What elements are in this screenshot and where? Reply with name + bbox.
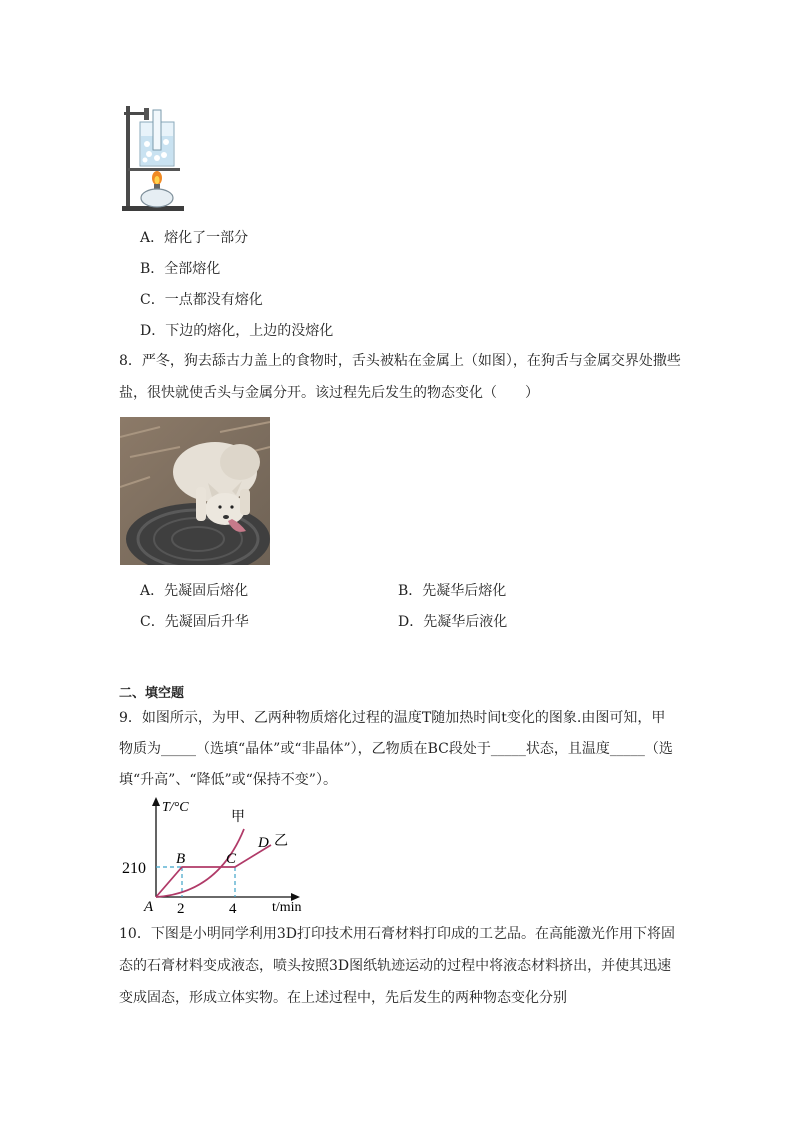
temperature-time-graph: [118, 795, 318, 920]
point-d-label: D: [258, 835, 269, 851]
y-axis-label: T/°C: [162, 800, 189, 815]
section-title: 二、填空题: [119, 686, 185, 701]
y-tick-210: 210: [122, 860, 146, 877]
dog-photo: [120, 417, 270, 565]
q9-line3: 填“升高”、“降低”或“保持不变”）。: [119, 772, 337, 788]
q8-option-d: D．先凝华后液化: [398, 614, 508, 630]
q7-option-a: A．熔化了一部分: [140, 230, 249, 246]
q8-option-a: A．先凝固后熔化: [140, 583, 249, 599]
x-axis-label: t/min: [272, 900, 302, 915]
q10-line1: 10．下图是小明同学利用3D打印技术用石膏材料打印成的工艺品。在高能激光作用下将固: [119, 926, 675, 942]
q7-option-c: C．一点都没有熔化: [140, 292, 263, 308]
curve-jia-label: 甲: [231, 810, 245, 825]
q7-option-d: D．下边的熔化，上边的没熔化: [140, 323, 334, 339]
q8-option-c: C．先凝固后升华: [140, 614, 249, 630]
q8-stem-line1: 8．严冬，狗去舔古力盖上的食物时，舌头被粘在金属上（如图），在狗舌与金属交界处撒些: [119, 353, 681, 369]
curve-yi: [156, 845, 271, 897]
x-tick-2: 2: [177, 901, 185, 917]
q8-option-b: B．先凝华后熔化: [398, 583, 507, 599]
q9-line2: 物质为_____（选填“晶体”或“非晶体”），乙物质在BC段处于_____状态，且温度_____（选: [119, 741, 673, 757]
q7-option-b: B．全部熔化: [140, 261, 221, 277]
point-c-label: C: [226, 851, 237, 867]
q8-stem-line2: 盐，很快就使舌头与金属分开。该过程先后发生的物态变化（ ）: [119, 385, 539, 401]
q10-line3: 变成固态，形成立体实物。在上述过程中，先后发生的两种物态变化分别: [119, 990, 567, 1006]
x-tick-4: 4: [229, 901, 237, 917]
point-b-label: B: [176, 851, 186, 867]
q10-line2: 态的石膏材料变成液态，喷头按照3D图纸轨迹运动的过程中将液态材料挤出，并使其迅速: [119, 958, 672, 974]
curve-yi-label: 乙: [274, 834, 288, 849]
point-a-label: A: [144, 899, 154, 915]
melting-apparatus-figure: [118, 100, 198, 215]
q9-line1: 9．如图所示，为甲、乙两种物质熔化过程的温度T随加热时间t变化的图象.由图可知，甲: [119, 710, 666, 726]
